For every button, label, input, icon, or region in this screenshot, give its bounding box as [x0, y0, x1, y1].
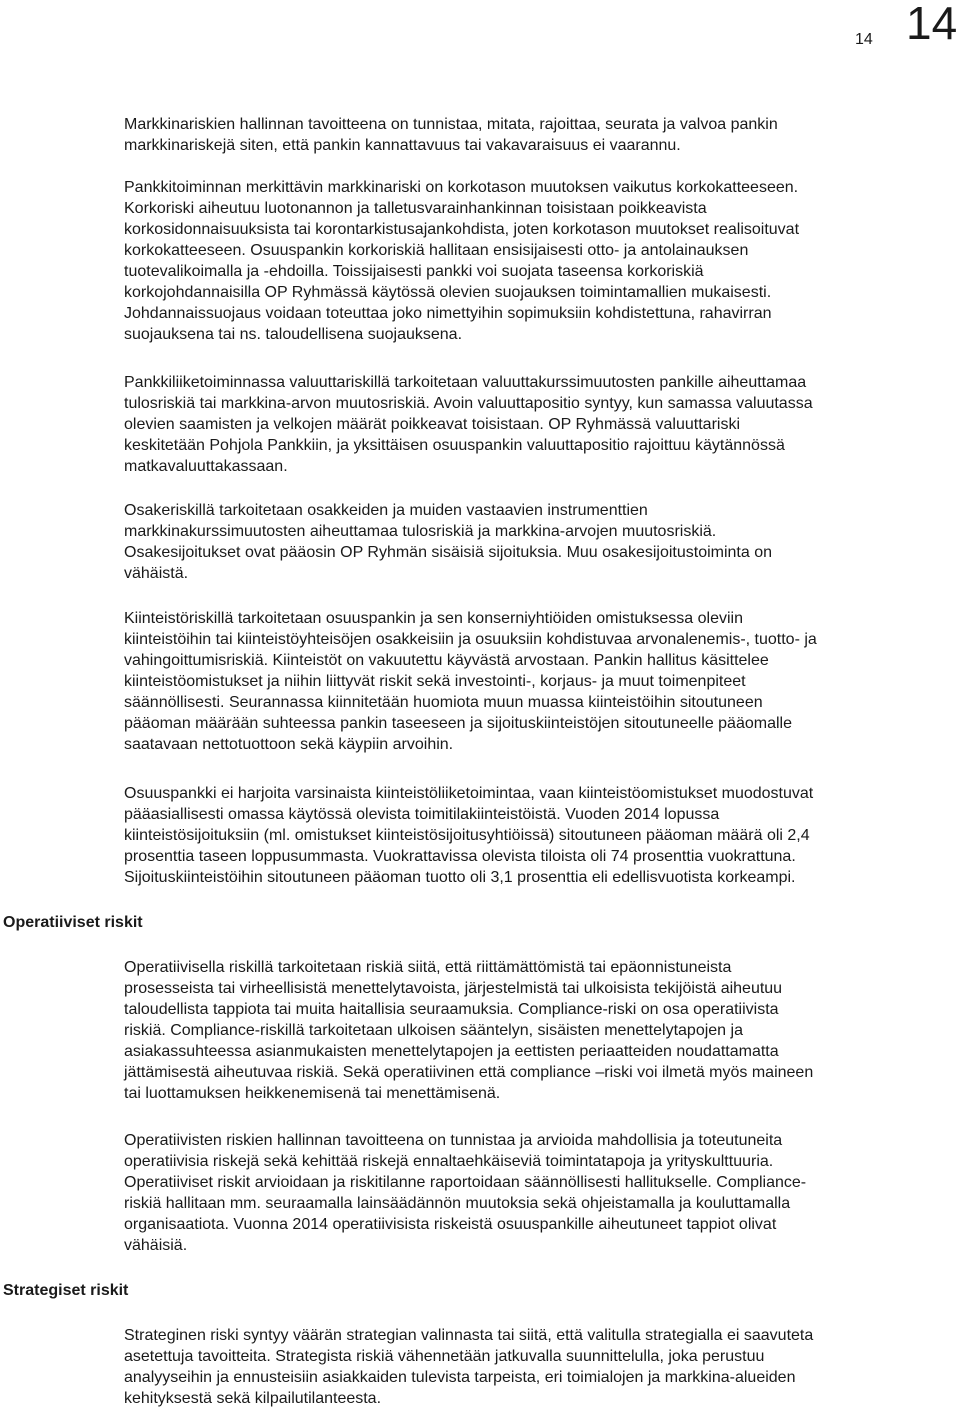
- paragraph: [124, 372, 950, 477]
- paragraph: [124, 500, 950, 584]
- paragraph-line: riskiä. Compliance-riskillä tarkoitetaan ulkoisen sääntelyn, sisäisten menettelytapojen ja: [124, 1022, 743, 1039]
- paragraph-line: Osuuspankki ei harjoita varsinaista kiinteistöliiketoimintaa, vaan kiinteistöomistukset muodostuvat: [124, 785, 814, 802]
- paragraph-line: kiinteistöomistukset ja niihin liittyvät riskit sekä investointi-, korjaus- ja muut toimenpiteet: [124, 673, 746, 690]
- paragraph-line: tai luottamuksen heikkenemisenä tai menettämisenä.: [124, 1085, 501, 1102]
- paragraph-line: Strateginen riski syntyy väärän strategian valinnasta tai siitä, että valitulla strategialla ei saavuteta: [124, 1327, 814, 1344]
- paragraph-line: korkojohdannaisilla OP Ryhmässä käytössä olevien suojauksen toimintamallien mukaisesti.: [124, 284, 772, 301]
- paragraph-line: markkinakurssimuutosten aiheuttamaa tulosriskiä ja markkina-arvojen muutosriskiä.: [124, 523, 717, 540]
- paragraph-line: operatiivisia riskejä sekä kehittää riskejä ennaltaehkäiseviä toimintatapoja ja yrityskulttuuria.: [124, 1153, 774, 1170]
- paragraph: [124, 1325, 950, 1409]
- paragraph-line: markkinariskejä siten, että pankin kannattavuus tai vakavaraisuus ei vaarannu.: [124, 137, 681, 154]
- paragraph: [124, 114, 950, 156]
- paragraph-line: kehityksestä sekä kilpailutilanteesta.: [124, 1390, 382, 1407]
- paragraph-line: keskitetään Pohjola Pankkiin, ja yksittäisen osuuspankin valuuttapositio rajoittuu käytännössä: [124, 437, 785, 454]
- paragraph-line: suojauksena tai ns. taloudellisena suojauksena.: [124, 326, 463, 343]
- paragraph-line: prosesseista tai virheellisistä menettelytavoista, järjestelmistä tai ulkoisista tekijöistä aiheutuu: [124, 980, 783, 997]
- paragraph-line: analyyseihin ja ennusteisiin asiakkaiden tulevista tarpeista, eri toimialojen ja markkina-alueiden: [124, 1369, 796, 1386]
- section-heading-operational-risks: Operatiiviset riskit: [3, 914, 143, 931]
- paragraph-line: asetettuja tavoitteita. Strategista riskiä vähennetään jatkuvalla suunnittelulla, joka perustuu: [124, 1348, 765, 1365]
- paragraph-line: pääasiallisesti omassa käytössä olevista toimitilakiinteistöistä. Vuoden 2014 lopussa: [124, 806, 720, 823]
- paragraph-line: Osakesijoitukset ovat pääosin OP Ryhmän sisäisiä sijoituksia. Muu osakesijoitustoiminta on: [124, 544, 773, 561]
- paragraph-line: tulosriskiä tai markkina-arvon muutosriskiä. Avoin valuuttapositio syntyy, kun samassa valuutassa: [124, 395, 813, 412]
- paragraph-line: jättämisestä aiheutuvaa riskiä. Sekä operatiivinen että compliance –riski voi ilmetä myös maineen: [124, 1064, 814, 1081]
- paragraph-line: Operatiivisella riskillä tarkoitetaan riskiä siitä, että riittämättömistä tai epäonnistuneista: [124, 959, 732, 976]
- paragraph-line: Pankkiliiketoiminnassa valuuttariskillä tarkoitetaan valuuttakurssimuutosten pankille aiheuttamaa: [124, 374, 807, 391]
- paragraph-line: Kiinteistöriskillä tarkoitetaan osuuspankin ja sen konserniyhtiöiden omistuksessa oleviin: [124, 610, 743, 627]
- paragraph-line: kiinteistöihin tai kiinteistöyhteisöjen osakkeisiin ja osuuksiin kohdistuvaa arvonalenemis-, tuotto- ja: [124, 631, 817, 648]
- page-number-large: 14: [906, 0, 958, 49]
- paragraph-line: tuotevalikoimalla ja -ehdoilla. Toissijaisesti pankki voi suojata taseensa korkoriskiä: [124, 263, 704, 280]
- page-number-small: 14: [855, 31, 873, 48]
- paragraph-line: Operatiiviset riskit arvioidaan ja riskitilanne raportoidaan säännöllisesti hallitukselle. Compliance-: [124, 1174, 807, 1191]
- paragraph-line: organisaatiota. Vuonna 2014 operatiivisista riskeistä osuuspankille aiheutuneet tappiot olivat: [124, 1216, 777, 1233]
- paragraph-line: Operatiivisten riskien hallinnan tavoitteena on tunnistaa ja arvioida mahdollisia ja toteutuneita: [124, 1132, 783, 1149]
- paragraph-line: vähäisiä.: [124, 1237, 188, 1254]
- paragraph-line: riskiä hallitaan mm. seuraamalla lainsäädännön muutoksia sekä ohjeistamalla ja kouluttamalla: [124, 1195, 791, 1212]
- paragraph-line: korkokatteeseen. Osuuspankin korkoriskiä hallitaan ensisijaisesti otto- ja antolainauksen: [124, 242, 749, 259]
- paragraph: [124, 783, 950, 888]
- paragraph-line: kiinteistösijoituksiin (ml. omistukset kiinteistösijoitusyhtiöissä) sitoutuneen pääoman määrä oli 2,4: [124, 827, 810, 844]
- paragraph-line: Korkoriski aiheutuu luotonannon ja talletusvarainhankinnan toisistaan poikkeavista: [124, 200, 707, 217]
- paragraph-line: Pankkitoiminnan merkittävin markkinariski on korkotason muutoksen vaikutus korkokatteeseen.: [124, 179, 799, 196]
- paragraph-line: Osakeriskillä tarkoitetaan osakkeiden ja muiden vastaavien instrumenttien: [124, 502, 648, 519]
- paragraph-line: taloudellista tappiota tai muita haitallisia seuraamuksia. Compliance-riski on osa operatiivista: [124, 1001, 779, 1018]
- paragraph-line: Sijoituskiinteistöihin sitoutuneen pääoman tuotto oli 3,1 prosenttia eli edellisvuotista korkeampi.: [124, 869, 796, 886]
- paragraph-line: säännöllisesti. Seurannassa kiinnitetään huomiota muun muassa kiinteistöihin sitoutuneen: [124, 694, 763, 711]
- paragraph-line: olevien saamisten ja velkojen määrät poikkeavat toisistaan. OP Ryhmässä valuuttariski: [124, 416, 740, 433]
- paragraph-line: vähäistä.: [124, 565, 189, 582]
- paragraph-line: pääoman määrään suhteessa pankin taseeseen ja sijoituskiinteistöjen sitoutuneelle pääomalle: [124, 715, 792, 732]
- paragraph-line: matkavaluuttakassaan.: [124, 458, 288, 475]
- paragraph: [124, 177, 950, 345]
- paragraph-line: prosenttia taseen loppusummasta. Vuokrattavissa olevista tiloista oli 74 prosenttia vuokrattuna.: [124, 848, 796, 865]
- paragraph-line: Johdannaissuojaus voidaan toteuttaa joko nimettyihin sopimuksiin kohdistettuna, rahavirran: [124, 305, 772, 322]
- paragraph: [124, 608, 950, 755]
- paragraph: [124, 957, 950, 1104]
- paragraph-line: Markkinariskien hallinnan tavoitteena on tunnistaa, mitata, rajoittaa, seurata ja valvoa pankin: [124, 116, 778, 133]
- paragraph-line: asiakassuhteessa asianmukaisten menettelytapojen ja eettisten periaatteiden noudattamatta: [124, 1043, 779, 1060]
- section-heading-strategic-risks: Strategiset riskit: [3, 1282, 129, 1299]
- paragraph-line: saatavaan nettotuottoon sekä käypiin arvoihin.: [124, 736, 454, 753]
- paragraph: [124, 1130, 950, 1256]
- paragraph-line: vahingoittumisriskiä. Kiinteistöt on vakuutettu käyvästä arvostaan. Pankin hallitus käsittelee: [124, 652, 769, 669]
- paragraph-line: korkosidonnaisuuksista tai korontarkistusajankohdista, joten korkotason muutokset realisoituvat: [124, 221, 800, 238]
